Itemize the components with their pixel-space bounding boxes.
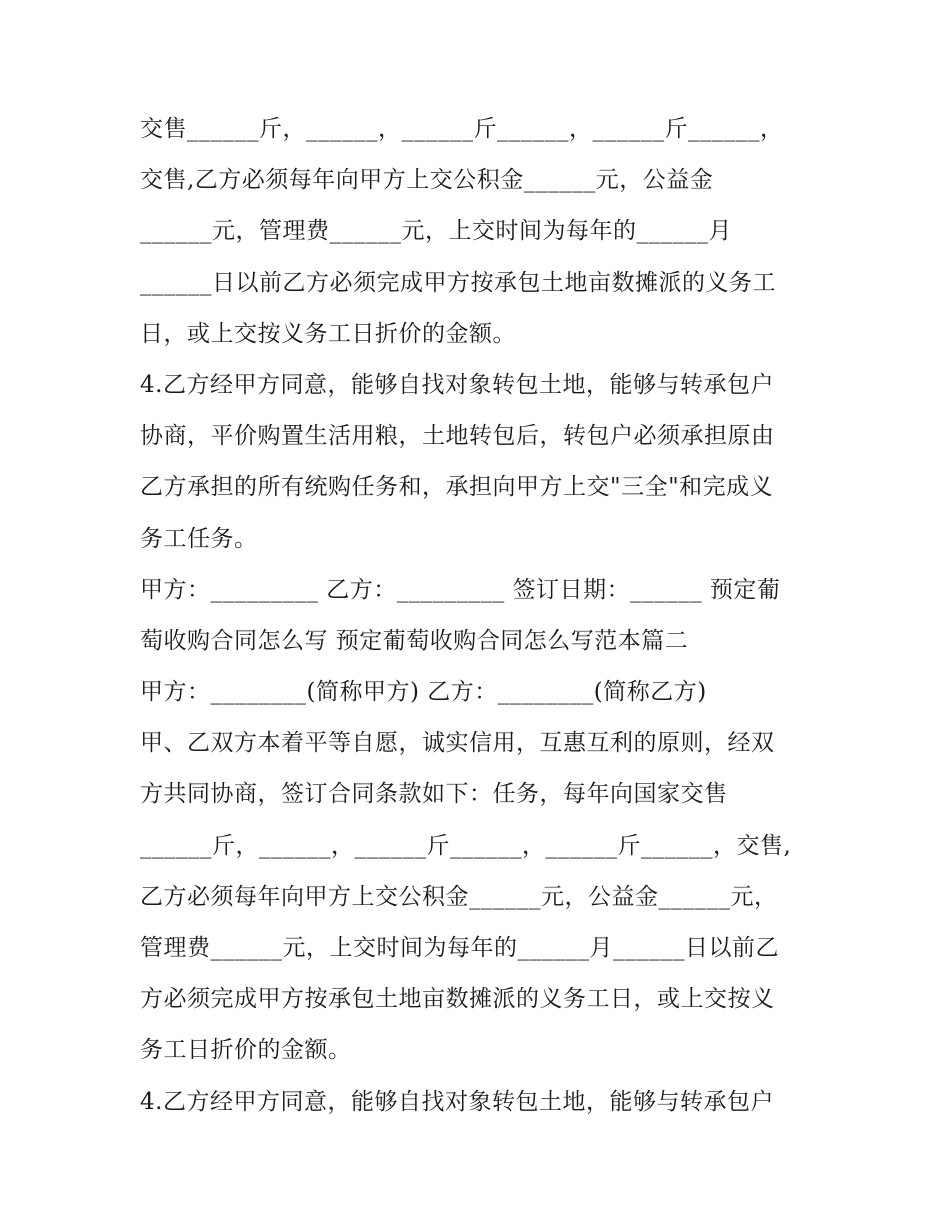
text-line: ______斤，______，______斤______，______斤______，交售,: [140, 832, 792, 859]
text-line: 甲方：________(简称甲方) 乙方：________(简称乙方): [140, 679, 707, 706]
text-line: ______日以前乙方必须完成甲方按承包土地亩数摊派的义务工: [140, 269, 776, 296]
text-line: 协商，平价购置生活用粮，土地转包后，转包户必须承担原由: [140, 423, 775, 450]
text-line: 甲、乙双方本着平等自愿，诚实信用，互惠互利的原则，经双: [140, 730, 775, 757]
document-body: [140, 104, 820, 1128]
text-line: 方必须完成甲方按承包土地亩数摊派的义务工日，或上交按义: [140, 986, 775, 1013]
text-line: 务工任务。: [140, 525, 258, 552]
text-line: 甲方：_________ 乙方：_________ 签订日期：______ 预定葡: [140, 576, 781, 603]
text-line: 乙方承担的所有统购任务和，承担向甲方上交"三全"和完成义: [140, 474, 774, 501]
text-line: 交售,乙方必须每年向甲方上交公积金______元，公益金: [140, 167, 714, 194]
text-line: 4.乙方经甲方同意，能够自找对象转包土地，能够与转承包户: [140, 1088, 774, 1115]
text-line: 萄收购合同怎么写 预定葡萄收购合同怎么写范本篇二: [140, 627, 689, 654]
text-line: 交售______斤，______，______斤______，______斤______，: [140, 116, 784, 142]
text-line: ______元，管理费______元，上交时间为每年的______月: [140, 218, 732, 245]
text-line: 方共同协商，签订合同条款如下：任务，每年向国家交售: [140, 781, 728, 808]
text-line: 管理费______元，上交时间为每年的______月______日以前乙: [140, 935, 779, 961]
text-line: 日，或上交按义务工日折价的金额。: [140, 320, 516, 347]
text-line: 乙方必须每年向甲方上交公积金______元，公益金______元，: [140, 883, 778, 910]
text-line: 4.乙方经甲方同意，能够自找对象转包土地，能够与转承包户: [140, 371, 774, 398]
text-line: 务工日折价的金额。: [140, 1037, 352, 1064]
